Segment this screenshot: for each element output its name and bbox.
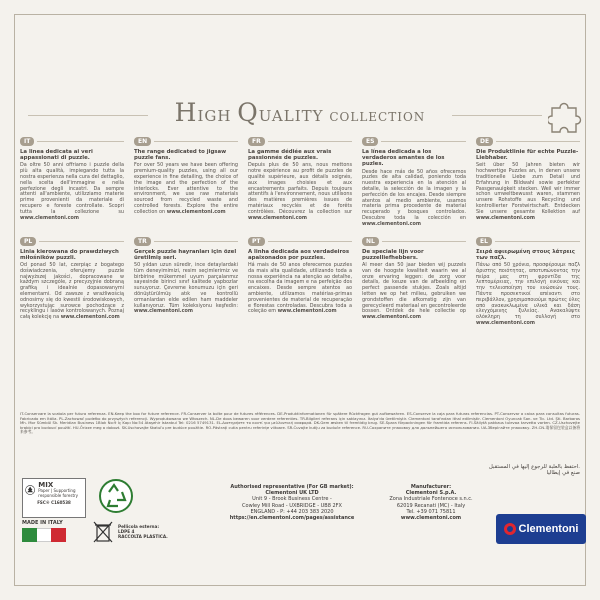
title-word: IGH [197,107,238,125]
block-body [476,163,580,221]
language-header [476,136,580,147]
body-text: 50 yıldan uzun süredir, ince detaylardaki tüm deneyimimizi, resim seçimlerimiz ve birbirine mükemmel uyum parçalarımız sayesinde birinci sınıf kalitede yapbozlar sunuyoruz. Çevreme konumuzu için geri dönüştürülmüş atık ve kontrollü ormanlardan elde edilen ham maddeler kullanıyoruz. [134,261,238,309]
plastic-line: Pellicola esterna: [118,524,160,529]
cta-text: Descubra toda a coleção em [248,302,352,315]
site-link[interactable]: www.clementoni.com [362,314,421,321]
manu-heading: Manufacturer: [410,484,452,490]
site-link[interactable]: www.clementoni.com [134,308,193,315]
language-badge: NL [362,237,379,246]
language-badge: IT [20,137,34,146]
language-block [248,236,352,327]
arabic-line: احتفظ بالعلبة للرجوع إليها في المستقبل. [488,464,580,470]
auth-name: Clementoni UK LTD [265,490,319,497]
site-link[interactable]: www.clementoni.com [476,214,535,221]
language-header [362,136,466,147]
body-text: Depuis plus de 50 ans, nous mettons notre expérience au profit de puzzles de qualité supérieure, aux détails soignés, aux images choisies et aux encastrements parfaits. Depuis toujours attentifs à l'environnement, nous utilisons des matières premières issues de matériaux recyclés et de forêts contrôlées. [248,162,352,215]
language-header [20,236,124,247]
language-header [134,136,238,147]
cta-text: Scopri tutta la collezione su [20,202,124,215]
manu-line: 62019 Recanati (MC) - Italy [396,502,466,509]
block-body [134,263,238,315]
language-badge: FR [248,137,265,146]
cta-text: Ontdek de hele collectie op [385,308,466,315]
block-heading: The range dedicated to jigsaw puzzle fans. [134,149,227,162]
header-rule [268,241,353,242]
header-rule [154,141,238,142]
title-word: COLLECTION [329,110,426,124]
block-body [20,263,124,321]
header-rule [37,141,124,142]
language-header [20,136,124,147]
site-link[interactable]: www.clementoni.com [166,208,226,215]
cta-text: Entdecken Sie unsere gesamte Kollektion auf [476,202,580,215]
arabic-notice [330,464,580,476]
auth-line: Unit 9 - Brook Business Centre - [252,496,332,503]
header-rule [39,241,124,242]
body-text: Seit über 50 Jahren bieten wir hochwertige Puzzles an, in denen unsere traditionelle Liebe zum Detail und Erfahrung in Bildwahl sowie perfekter Passgenauigkeit stecken. Weil wir immer schon umweltbewusst waren, stammen unsere Rohstoffe aus Recycling und kontrollierter Forstwirtschaft. [476,162,580,209]
clementoni-logo [496,514,586,544]
cta-text: Explore the entire collection on [134,202,238,215]
cta-text: Poznaj całą kolekcję na [20,308,124,321]
body-text: Al meer dan 50 jaar bieden wij puzzels van de hoogste kwaliteit waarin we al onze ervaring leggen: de zorg voor details, de keuze van de afbeelding en perfect passende stukjes. Zoals altijd letten we op het milieu, gebruiken we grondstoffen die afkomstig zijn van gerecycleerd materiaal en gecontroleerde bossen. [362,261,466,315]
header-rule [154,241,238,242]
manu-line: Zona Industriale Fontenoce s.n.c. [389,496,473,503]
block-body [362,263,466,321]
language-header [248,136,352,147]
site-link[interactable]: www.clementoni.com [362,220,421,227]
plastic-info [118,524,168,539]
site-link[interactable]: www.clementoni.com [277,308,337,315]
language-block [476,236,580,327]
puzzle-piece-icon [548,100,582,134]
manu-line: Tel. +39 071 75811 [406,508,456,515]
logo-ring-icon [504,523,516,535]
block-body [362,170,466,228]
made-in-italy: MADE IN ITALY [22,520,63,526]
manu-name: Clementoni S.p.A. [405,490,457,497]
language-header [476,236,580,247]
cta-text: Découvrez la collection sur [278,208,352,215]
language-row [20,136,580,228]
auth-url[interactable]: https://en.clementoni.com/pages/assistance [229,515,355,522]
body-text: For over 50 years we have been offering premium-quality puzzles, using all our experience in fine detailing, the choice of the image and the perfection of the interlocks. Ever attentive to the environment, we use raw materials sourced from recycled waste and controlled forests. [134,162,238,209]
site-link[interactable]: www.clementoni.com [20,214,79,221]
block-heading: Die Produktlinie für echte Puzzle-Liebhaber. [476,149,579,162]
block-heading: De speciale lijn voor puzzelliefhebbers. [362,248,424,261]
header-rule [382,241,466,242]
language-block [362,136,466,228]
block-body [476,263,580,327]
title-letter: Q [237,98,259,127]
language-badge: EL [476,237,492,246]
body-text: Desde hace más de 50 años ofrecemos puzles de alta calidad, poniendo toda nuestra experiencia en la atención al detalle, la selección de la imagen y la perfección de los encajes. Desde siempre atentos al medio ambiente, usamos materia prima procedente de material recuperado y bosques controlados. [362,168,466,216]
language-header [248,236,352,247]
block-body [134,163,238,215]
auth-line: Cowley Mill Road - UXBRIDGE - UB8 2FX [242,502,342,509]
site-link[interactable]: www.clementoni.com [476,319,535,326]
fsc-tree-icon [25,481,35,499]
cta-text: Descubre toda la colección en [362,214,466,221]
block-heading: La gamme dédiée aux vrais passionnés de puzzles. [248,149,332,162]
body-text: Da oltre 50 anni offriamo i puzzle della più alta qualità, impiegando tutta la nostra esperienza nella cura del dettaglio, nella scelta dell'immagine e nella perfezione degli incastri. Da sempre attenti all'ambiente, utilizziamo materie prime provenienti da materiale di recupero e foreste controllate. [20,162,124,209]
title-word: UALITY [258,107,330,125]
fsc-mix: MIX [38,481,54,490]
manufacturer [372,484,490,521]
block-heading: A linha dedicada aos verdadeiros apaixonados por puzzles. [248,248,350,261]
header-rule [268,141,352,142]
authorised-representative [222,484,362,521]
language-badge: TR [134,237,151,246]
block-body [248,163,352,221]
header-rule [495,241,580,242]
block-heading: Gerçek puzzle hayranları için özel üretilmiş seri. [134,248,237,261]
language-badge: ES [362,137,378,146]
language-badge: PL [20,237,36,246]
crossed-bin-icon [92,520,114,544]
cta-text: Tüm koleksiyonu keşfedin: [169,302,238,309]
header-rule [496,141,580,142]
collection-title [0,98,600,127]
manu-url[interactable]: www.clementoni.com [400,515,462,522]
language-badge: DE [476,137,493,146]
language-block [134,236,238,327]
language-badge: EN [134,137,151,146]
language-block [362,236,466,327]
language-block [20,236,124,327]
multilang-notice: IT-Conservare la scatola per futura referenza. EN-Keep the box for future reference. FR-Conserver la boîte pour de futures références. DE-Produktinformationen für spätere Rückfragen gut aufbewahren. ES-Conserve la caja para futuras referencias. PT-Conservar a caixa para consultas futuras. Fabricado em Itália. PL-Zachować pudełko do przyszłych referencji. Wyprodukowano we Włoszech. NL-De doos bewaren voor verdere referenties. TR-Bilgileri referans için saklayınız. İtalya'da üretilmiştir. Clementoni tarafından ithal edilmiştir. Clementoni Oyuncak San. ve Tic. Ltd. Şti. Barbaros Mh. Mor Sümbül Sk. Meridian Business 1Blok No:9 İç Kapı No:54 Ataşehir İstanbul Tel: 0216 5749131. EL-Διατηρήστε το κουτί για μελλοντική αναφορά. DK-Gem æsken til fremtidig brug. SE-Spara förpackningen för framtida referens. FI-Säilytä pakkaus tulevaa tarvetta varten. CZ-Uschovejte krabici pro budoucí použití. HU-Őrizze meg a dobozt. SK-Uschovajte škatuľu pre budúce použitie. RO-Păstrați cutia pentru referințe viitoare. SR-Čuvajte kutiju za buduće reference. RU-Сохраните упаковку для дальнейшего использования. UA-Зберігайте упаковку. ZH-CN-请保留包装盒以备将来参考。 [20,411,580,435]
language-block [476,136,580,228]
plastic-line: RACCOLTA PLASTICA. [118,534,168,539]
body-text: Há mais de 50 anos oferecemos puzzles da mais alta qualidade, utilizando toda a nossa experiência na atenção ao detalhe, na escolha da imagem e na perfeição dos encaixes. Desde sempre atentos ao ambiente, utilizamos matérias-primas provenientes de material de recuperação e florestas controladas. [248,261,352,309]
fsc-code: FSC® C160538 [37,500,71,505]
language-header [134,236,238,247]
language-block [248,136,352,228]
block-body [20,163,124,221]
plastic-line: LDPE 4 [118,529,135,534]
body-text: Πάνω από 50 χρόνια, προσφέρουμε παζλ άριστης ποιότητας, αποτυπώνοντας την πείρα μας στη φροντίδα της λεπτομέρειας, την επιλογή εικόνας και την τελειοποίηση του ενώσεών τους. Πάντα προσεκτικοί απέναντι στο περιβάλλον, χρησιμοποιούμε πρώτες ύλες από ανακυκλωμένα υλικά και δάση ελεγχόμενης ξυλείας. [476,261,580,315]
logo-text: Clementoni [518,523,579,535]
recycle-icon [98,478,134,514]
fsc-label [22,478,86,518]
arabic-line: صنع في إيطاليا [546,470,580,477]
block-heading: La linea dedicata ai veri appassionati di puzzle. [20,149,93,162]
fsc-sub: Paper | Supporting responsible forestry [38,488,79,498]
auth-line: ENGLAND - P: +44 203 383 2020 [250,508,334,515]
language-block [134,136,238,228]
block-heading: La línea dedicada a los verdaderos amantes de los puzles. [362,149,445,168]
language-header [362,236,466,247]
language-grid [20,136,580,335]
body-text: Od ponad 50 lat, czerpiąc z bogatego doświadczenia, oferujemy puzzle najwyższej jakości, dopracowane w każdym szczególe, z precyzyjnie dobraną grafiką i idealnie dopasowanymi elementami. Od zawsze z wrażliwością odnosimy się do kwestii środowiskowych, wykorzystując surowce pochodzące z recyklingu i lasów kontrolowanych. [20,261,124,315]
italy-flag [22,528,66,542]
site-link[interactable]: www.clementoni.com [248,214,307,221]
auth-heading: Authorised representative (For GB market): [230,484,354,490]
header-rule [381,141,466,142]
title-letter: H [174,98,198,127]
block-body [248,263,352,315]
language-block [20,136,124,228]
cta-text: Ανακαλύψτε ολόκληρη τη συλλογή στο [476,308,580,321]
site-link[interactable]: www.clementoni.com [60,314,120,321]
block-heading: Linia kierowana do prawdziwych miłośników puzzli. [20,248,119,261]
block-heading: Σειρά αφιερωμένη στους λάτρεις των παζλ. [476,248,575,261]
language-row [20,236,580,327]
language-badge: PT [248,237,265,246]
